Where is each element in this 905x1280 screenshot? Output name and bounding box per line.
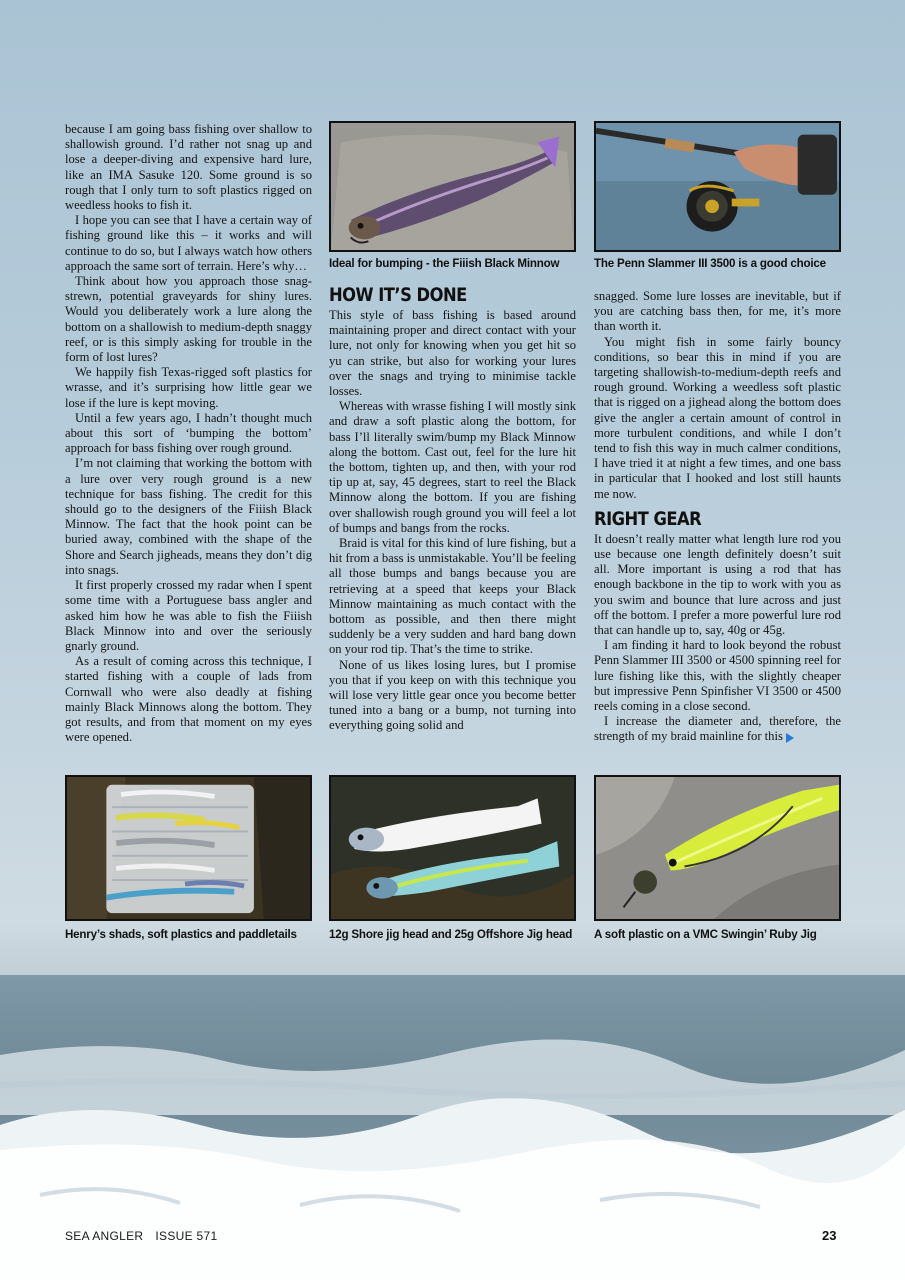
photo-jig-heads (329, 775, 576, 921)
paragraph: because I am going bass fishing over shallow to shallowish ground. I’d rather not snag up and lose a deeper-diving and expensive hard lure, like an IMA Sasuke 120. Some ground is so rough that I only turn to soft plastics rigged on weedless hooks to fish it. (65, 122, 312, 213)
article-column-1 (65, 122, 312, 745)
photo-penn-slammer-reel (594, 121, 841, 252)
paragraph: You might fish in some fairly bouncy conditions, so bear this in mind if you are targeting shallowish-to-medium-depth reefs and rough ground. Working a weedless soft plastic that is rigged on a jighead along the bottom does give the angler a certain amount of control in more turbulent conditions, and while I don’t tend to fish this way in much calmer conditions, I have tried it at night a few times, and one bass in particular that I hooked and lost still haunts me now. (594, 334, 841, 501)
photo-black-minnow (329, 121, 576, 252)
paragraph: This style of bass fishing is based around maintaining proper and direct contact with your lure, not only for knowing when you get hit so yu can strike, but also for working your lures over the snags and trying to minimise tackle losses. (329, 308, 576, 399)
paragraph: I’m not claiming that working the bottom with a lure over very rough ground is a new technique for bass fishing. The credit for this should go to the designers of the Fiiish Black Minnow. The fact that the hook point can be buried away, combined with the shape of the Shore and Search jigheads, means they don’t dig into snags. (65, 456, 312, 577)
page-number: 23 (822, 1228, 837, 1243)
paragraph: None of us likes losing lures, but I promise you that if you keep on with this technique you will lose very little gear once you become better tuned into a bang or a bump, not turning into everything going solid and (329, 657, 576, 733)
paragraph: It first properly crossed my radar when I spent some time with a Portuguese bass angler and asked him how he was able to fish the Fiiish Black Minnow into and over the seriously gnarly ground. (65, 578, 312, 653)
continue-arrow-icon (786, 733, 794, 743)
issue-number: ISSUE 571 (155, 1229, 218, 1243)
section-heading-how-its-done: HOW IT’S DONE (329, 284, 467, 306)
paragraph: Whereas with wrasse fishing I will mostly sink and draw a soft plastic along the bottom, for bass I’ll literally swim/bump my Black Minnow along the bottom. Cast out, feel for the lure hit the bottom, tighten up, and then, with your rod tip up at, say, 45 degrees, start to reel the Black Minnow along the bottom. If you are fishing over shallowish rough ground you will feel a lot of bumps and bangs from the rocks. (329, 399, 576, 535)
paragraph: As a result of coming across this technique, I started fishing with a couple of lads from Cornwall who were also deadly at fishing mainly Black Minnows along the bottom. They got results, and from that moment on my eyes were opened. (65, 654, 312, 745)
caption-penn-slammer: The Penn Slammer III 3500 is a good choice (594, 257, 826, 270)
caption-ruby-jig: A soft plastic on a VMC Swingin’ Ruby Jig (594, 928, 817, 941)
paragraph-text: I increase the diameter and, therefore, the strength of my braid mainline for this (594, 714, 841, 744)
article-column-3 (594, 289, 841, 745)
article-column-2 (329, 282, 576, 734)
paragraph (594, 714, 841, 744)
caption-black-minnow: Ideal for bumping - the Fiiish Black Minnow (329, 257, 560, 270)
paragraph: I am finding it hard to look beyond the robust Penn Slammer III 3500 or 4500 spinning reel for lure fishing like this, with the slightly cheaper but impressive Penn Spinfisher VI 3500 or 4500 reels coming in a close second. (594, 638, 841, 714)
section-heading-right-gear: RIGHT GEAR (594, 507, 702, 530)
paragraph: Braid is vital for this kind of lure fishing, but a hit from a bass is unmistakable. You’ll be feeling all those bumps and bangs because you are retrieving at a speed that keeps your Black Minnow maintaining as much contact with the bottom as possible, and then there might suddenly be a very sudden and hard bang down on your rod tip. That’s the time to strike. (329, 536, 576, 657)
footer-magazine-issue (65, 1229, 217, 1243)
paragraph: I hope you can see that I have a certain way of fishing ground like this – it works and will continue to do so, but I always watch how others approach the same sort of terrain. Here’s why… (65, 213, 312, 273)
caption-jig-heads: 12g Shore jig head and 25g Offshore Jig head (329, 928, 573, 941)
paragraph: snagged. Some lure losses are inevitable, but if you are catching bass then, for me, it’s more than worth it. (594, 289, 841, 334)
photo-soft-plastic-ruby-jig (594, 775, 841, 921)
paragraph: Think about how you approach those snag-strewn, potential graveyards for shiny lures. Would you deliberately work a lure along the bottom on a shallowish to medium-depth snaggy reef, or is this simply asking for trouble in the form of lost lures? (65, 274, 312, 365)
paragraph: We happily fish Texas-rigged soft plastics for wrasse, and it’s surprising how little gear we lose if the lure is kept moving. (65, 365, 312, 410)
paragraph: Until a few years ago, I hadn’t thought much about this sort of ‘bumping the bottom’ approach for bass fishing over rough ground. (65, 410, 312, 456)
paragraph: It doesn’t really matter what length lure rod you use because one length definitely doesn’t suit all. More important is using a rod that has enough backbone in the tip to work with you as you swim and bounce that lure across and just off the bottom. I prefer a more powerful lure rod that can handle up to, say, 40g or 45g. (594, 531, 841, 638)
caption-tackle-box: Henry’s shads, soft plastics and paddletails (65, 928, 297, 941)
photo-tackle-box (65, 775, 312, 921)
magazine-name: SEA ANGLER (65, 1229, 144, 1243)
